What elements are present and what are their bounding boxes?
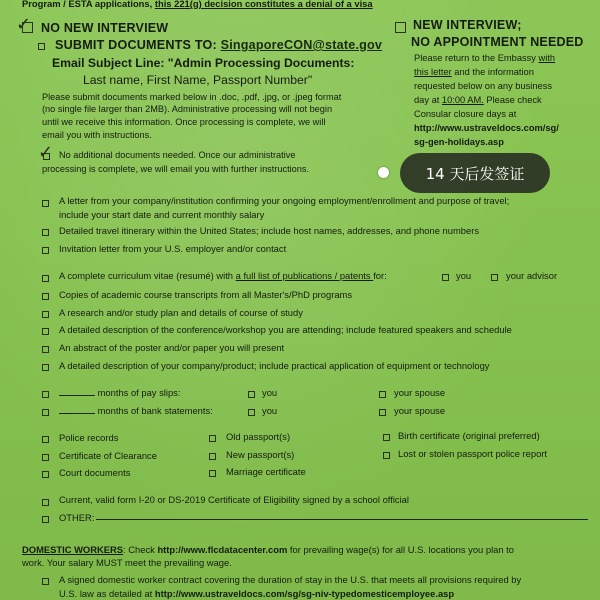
right-body-2b: and the information bbox=[451, 67, 534, 77]
research-plan-checkbox[interactable] bbox=[42, 311, 49, 318]
abstract-checkbox[interactable] bbox=[42, 346, 49, 353]
right-body-line-3: requested below on any business bbox=[414, 81, 552, 91]
instructions-line-4: email you with instructions. bbox=[42, 130, 152, 140]
cv-prefix: A complete curriculum vitae (resumé) with bbox=[59, 270, 236, 281]
new-passport-checkbox[interactable] bbox=[209, 453, 216, 460]
instructions-line-2: (no single file larger than 2MB). Administrative processing will not begin bbox=[42, 104, 333, 114]
marriage-certificate-label: Marriage certificate bbox=[226, 466, 306, 477]
employment-letter-line-2: include your start date and current monthly salary bbox=[59, 209, 265, 220]
new-interview-title: NEW INTERVIEW; bbox=[413, 18, 522, 32]
other-label: OTHER: bbox=[59, 512, 95, 523]
domestic-line-1 bbox=[22, 544, 514, 555]
transcripts-checkbox[interactable] bbox=[42, 293, 49, 300]
no-docs-checkbox[interactable] bbox=[43, 153, 50, 160]
birth-certificate-checkbox[interactable] bbox=[383, 434, 390, 441]
right-body-line-5: Consular closure days at bbox=[414, 109, 517, 119]
cv-advisor-checkbox[interactable] bbox=[491, 274, 498, 281]
new-passport-label: New passport(s) bbox=[226, 449, 295, 460]
itinerary-text: Detailed travel itinerary within the United States; include host names, addresses, and phone numbers bbox=[59, 225, 480, 236]
domestic-text-2: for prevailing wage(s) for all U.S. locations you plan to bbox=[287, 544, 514, 555]
court-documents-checkbox[interactable] bbox=[42, 471, 49, 478]
pay-slips-you-checkbox[interactable] bbox=[248, 391, 255, 398]
submit-email-link[interactable]: SingaporeCON@state.gov bbox=[220, 38, 383, 52]
instructions-line-3: until we receive this information. Once processing is complete, we will bbox=[42, 117, 326, 127]
pay-slips-line bbox=[59, 387, 180, 398]
right-body-4b: 10:00 AM. bbox=[441, 95, 484, 105]
pay-slips-checkbox[interactable] bbox=[42, 391, 49, 398]
invitation-letter-text: Invitation letter from your U.S. employer and/or contact bbox=[59, 243, 287, 254]
bank-you-label: you bbox=[262, 405, 278, 416]
domestic-contract-checkbox[interactable] bbox=[42, 578, 49, 585]
right-body-4c: Please check bbox=[483, 95, 542, 105]
police-records-checkbox[interactable] bbox=[42, 436, 49, 443]
abstract-text: An abstract of the poster and/or paper you will present bbox=[59, 342, 285, 353]
i20-text: Current, valid form I-20 or DS-2019 Certificate of Eligibility signed by a school official bbox=[59, 494, 409, 505]
lost-passport-checkbox[interactable] bbox=[383, 452, 390, 459]
bank-statements-months-blank[interactable] bbox=[59, 405, 95, 414]
itinerary-checkbox[interactable] bbox=[42, 229, 49, 236]
pay-slips-spouse-label: your spouse bbox=[394, 387, 446, 398]
badge-pointer-dot bbox=[378, 167, 389, 178]
submit-docs-line bbox=[55, 38, 382, 52]
cv-you-checkbox[interactable] bbox=[442, 274, 449, 281]
domestic-contract-line-2 bbox=[59, 588, 454, 599]
submit-docs-label: SUBMIT DOCUMENTS TO: bbox=[55, 38, 221, 52]
domestic-contract-prefix: U.S. law as detailed at bbox=[59, 588, 155, 599]
new-interview-checkbox[interactable] bbox=[395, 22, 406, 33]
old-passport-label: Old passport(s) bbox=[226, 431, 291, 442]
right-body-1b: with bbox=[538, 53, 556, 63]
old-passport-checkbox[interactable] bbox=[209, 435, 216, 442]
pay-slips-spouse-checkbox[interactable] bbox=[379, 391, 386, 398]
handwritten-check-icon: ✓ bbox=[38, 142, 54, 163]
no-new-interview-checkbox[interactable] bbox=[22, 22, 33, 33]
cv-for: for: bbox=[373, 270, 387, 281]
domestic-employee-url[interactable]: http://www.ustraveldocs.com/sg/sg-niv-typedomesticemployee.asp bbox=[154, 588, 455, 599]
holidays-url-2[interactable]: sg-gen-holidays.asp bbox=[414, 137, 504, 147]
right-body-1a: Please return to the Embassy bbox=[414, 53, 539, 63]
employment-letter-checkbox[interactable] bbox=[42, 200, 49, 207]
email-subject-line-2: Last name, First Name, Passport Number" bbox=[83, 73, 313, 87]
domestic-contract-line-1: A signed domestic worker contract covering the duration of stay in the U.S. that meets all provisions required by bbox=[59, 574, 522, 585]
top-line-prefix: Program / ESTA applications, bbox=[22, 0, 155, 9]
pay-slips-months-blank[interactable] bbox=[59, 387, 95, 396]
no-docs-line-1: No additional documents needed. Once our administrative bbox=[59, 150, 296, 160]
right-body-line-1 bbox=[414, 52, 555, 64]
right-body-4a: day at bbox=[414, 95, 442, 105]
right-body-line-4 bbox=[414, 94, 542, 106]
invitation-letter-checkbox[interactable] bbox=[42, 247, 49, 254]
instructions-line-1: Please submit documents marked below in .doc, .pdf, .jpg, or .jpeg format bbox=[42, 92, 342, 102]
other-checkbox[interactable] bbox=[42, 516, 49, 523]
domestic-text-1: : Check bbox=[123, 544, 158, 555]
top-line-emphasis: this 221(g) decision constitutes a denial of a visa bbox=[154, 0, 373, 9]
research-plan-text: A research and/or study plan and details of course of study bbox=[59, 307, 303, 318]
no-new-interview-title: NO NEW INTERVIEW bbox=[41, 21, 169, 35]
conference-text: A detailed description of the conference/workshop you are attending; include featured speakers and schedule bbox=[59, 324, 512, 335]
cv-checkbox[interactable] bbox=[42, 275, 49, 282]
court-documents-label: Court documents bbox=[59, 467, 131, 478]
annotation-badge: 14 天后发签证 bbox=[400, 153, 550, 193]
holidays-url-1[interactable]: http://www.ustraveldocs.com/sg/ bbox=[414, 123, 559, 133]
email-subject-line-1: Email Subject Line: "Admin Processing Documents: bbox=[52, 56, 355, 70]
clearance-label: Certificate of Clearance bbox=[59, 450, 157, 461]
employment-letter-line-1: A letter from your company/institution confirming your ongoing employment/enrollment and purpose of travel; bbox=[59, 195, 510, 206]
cv-you-label: you bbox=[456, 270, 472, 281]
bank-spouse-checkbox[interactable] bbox=[379, 409, 386, 416]
no-docs-line-2: processing is complete, we will email you with further instructions. bbox=[42, 164, 310, 174]
bank-spouse-label: your spouse bbox=[394, 405, 446, 416]
pay-slips-you-label: you bbox=[262, 387, 278, 398]
conference-checkbox[interactable] bbox=[42, 328, 49, 335]
lost-passport-label: Lost or stolen passport police report bbox=[398, 448, 548, 459]
pay-slips-label: months of pay slips: bbox=[97, 387, 181, 398]
product-checkbox[interactable] bbox=[42, 364, 49, 371]
domestic-line-2: work. Your salary MUST meet the prevailing wage. bbox=[22, 557, 232, 568]
submit-docs-checkbox[interactable] bbox=[38, 43, 45, 50]
clearance-checkbox[interactable] bbox=[42, 454, 49, 461]
top-line bbox=[22, 0, 373, 9]
right-body-2a: this letter bbox=[414, 67, 452, 77]
cv-advisor-label: your advisor bbox=[506, 270, 558, 281]
bank-statements-label: months of bank statements: bbox=[97, 405, 213, 416]
bank-statements-checkbox[interactable] bbox=[42, 409, 49, 416]
cv-publications: a full list of publications / patents bbox=[235, 270, 374, 281]
marriage-certificate-checkbox[interactable] bbox=[209, 470, 216, 477]
police-records-label: Police records bbox=[59, 432, 119, 443]
cv-line bbox=[59, 270, 387, 281]
bank-you-checkbox[interactable] bbox=[248, 409, 255, 416]
birth-certificate-label: Birth certificate (original preferred) bbox=[398, 430, 540, 441]
no-appointment-title: NO APPOINTMENT NEEDED bbox=[411, 35, 584, 49]
flc-url[interactable]: http://www.flcdatacenter.com bbox=[157, 544, 288, 555]
right-body-line-2 bbox=[414, 66, 534, 78]
i20-checkbox[interactable] bbox=[42, 499, 49, 506]
other-input-line[interactable] bbox=[96, 519, 588, 520]
product-text: A detailed description of your company/product; include practical application of equipment or technology bbox=[59, 360, 490, 371]
domestic-workers-label: DOMESTIC WORKERS bbox=[22, 544, 124, 555]
transcripts-text: Copies of academic course transcripts from all Master's/PhD programs bbox=[59, 289, 353, 300]
bank-statements-line bbox=[59, 405, 213, 416]
handwritten-check-icon: ✓ bbox=[16, 14, 32, 35]
